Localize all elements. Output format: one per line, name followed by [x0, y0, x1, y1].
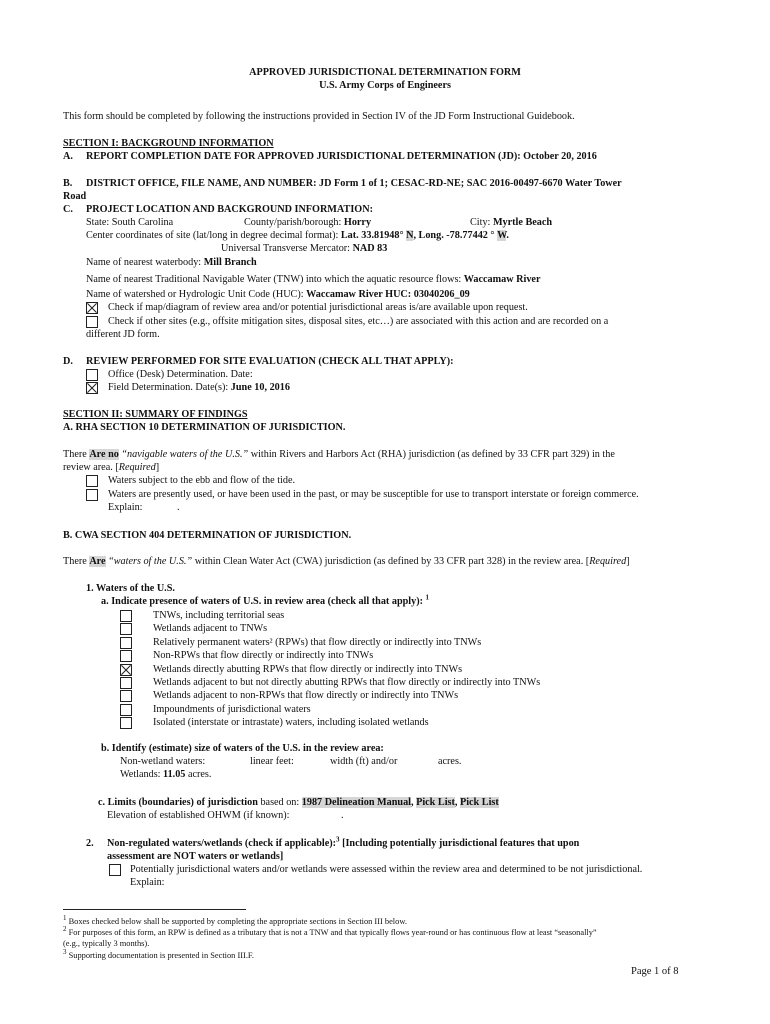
other-sites-checkbox[interactable] — [86, 316, 98, 328]
form-subtitle: U.S. Army Corps of Engineers — [319, 80, 451, 91]
state-field: State: South Carolina — [86, 217, 174, 228]
waters-type-checkbox[interactable] — [120, 650, 132, 662]
page-number: Page 1 of 8 — [631, 966, 679, 977]
footnote-item — [63, 927, 597, 938]
commerce-label: Waters are presently used, or have been used in the past, or may be susceptible for use to transport interstate or foreign commerce. — [108, 489, 639, 500]
office-determination-label: Office (Desk) Determination. Date: — [108, 369, 253, 380]
cwa-statement — [63, 555, 630, 568]
cwa-quote: “waters of the U.S.” — [108, 556, 193, 567]
footnote-item — [63, 938, 149, 949]
wetlands-label: Wetlands: — [120, 769, 161, 780]
waters-type-label: Wetlands adjacent to non-RPWs that flow directly or indirectly into TNWs — [153, 690, 459, 702]
cwa-rest: within Clean Water Act (CWA) jurisdiction (as defined by 33 CFR part 328) in the review area. [ — [194, 556, 590, 567]
delineation-manual-select[interactable]: 1987 Delineation Manual — [301, 797, 412, 808]
nonjurisdictional-explain: Explain: — [130, 877, 165, 888]
city-field — [470, 216, 552, 229]
waters-type-label: Wetlands adjacent to TNWs — [153, 623, 268, 635]
footnote-item — [63, 950, 254, 961]
waterbody-value: Mill Branch — [203, 257, 257, 268]
ohwm-field[interactable]: . — [341, 810, 344, 821]
long-value: , Long. -78.77442 ° — [413, 230, 495, 241]
wetlands-acreage — [120, 768, 211, 781]
nonregulated-rest: [Including potentially jurisdictional features that upon — [342, 838, 580, 849]
utm-value: NAD 83 — [352, 243, 388, 254]
lat-value: Lat. 33.81948° — [340, 230, 404, 241]
indicate-presence-text: a. Indicate presence of waters of U.S. in review area (check all that apply): — [101, 596, 423, 607]
waters-type-checkbox[interactable] — [120, 610, 132, 622]
rha-explain-label: Explain: — [108, 502, 143, 513]
nonregulated-sup: 3 — [336, 835, 340, 844]
waters-type-checkbox[interactable] — [120, 690, 132, 702]
waters-type-checkbox[interactable] — [120, 704, 132, 716]
rha-review: review area. [ — [63, 462, 119, 473]
waters-type-label: Impoundments of jurisdictional waters — [153, 703, 311, 715]
rha-there: There — [63, 449, 87, 460]
cwa-required: Required — [589, 556, 627, 567]
county-value: Horry — [343, 217, 372, 228]
footnote-text: Supporting documentation is presented in Section III.F. — [68, 951, 255, 960]
project-location-heading: PROJECT LOCATION AND BACKGROUND INFORMATION: — [86, 204, 373, 215]
footnote-text: (e.g., typically 3 months). — [63, 939, 150, 948]
field-determination-label: Field Determination. Date(s): — [108, 382, 229, 393]
utm-label: Universal Transverse Mercator: — [221, 243, 351, 254]
limits-label: c. Limits (boundaries) of jurisdiction — [98, 797, 258, 808]
waters-type-checkbox[interactable] — [120, 623, 132, 635]
waters-us-heading: 1. Waters of the U.S. — [86, 583, 175, 594]
nonregulated-heading-cont: assessment are NOT waters or wetlands] — [107, 851, 284, 862]
rha-are-no-select[interactable]: Are no — [89, 449, 119, 460]
limits-comma-2: , — [454, 797, 458, 808]
footnote-number: 3 — [63, 948, 67, 957]
field-determination — [108, 381, 290, 394]
nonwetland-label: Non-wetland waters: — [120, 756, 206, 767]
county-label: County/parish/borough: — [244, 217, 342, 228]
rha-quote: “navigable waters of the U.S.” — [121, 449, 249, 460]
waters-type-checkbox[interactable] — [120, 717, 132, 729]
rha-review-area — [63, 461, 159, 474]
indicate-presence-heading — [101, 595, 429, 608]
nonregulated-num: 2. — [86, 838, 94, 849]
report-completion-date: REPORT COMPLETION DATE FOR APPROVED JURISDICTIONAL DETERMINATION (JD): October 20, 2016 — [86, 151, 597, 162]
waters-type-checkbox[interactable] — [120, 664, 132, 676]
pick-list-1-select[interactable]: Pick List — [416, 797, 455, 808]
cwa-there: There — [63, 556, 87, 567]
coords-label: Center coordinates of site (lat/long in degree decimal format): — [86, 230, 339, 241]
footnote-text: For purposes of this form, an RPW is defined as a tributary that is not a TNW and that typically flows year-round or has continuous flow at least “seasonally” — [68, 928, 597, 937]
waters-type-label: TNWs, including territorial seas — [153, 610, 285, 621]
indicate-presence-sup: 1 — [425, 593, 430, 602]
footnote-text: Boxes checked below shall be supported by completing the appropriate sections in Section III below. — [68, 917, 407, 926]
waters-type-label: Non-RPWs that flow directly or indirectly into TNWs — [153, 650, 374, 662]
nonregulated-text: Non-regulated waters/wetlands (check if applicable): — [107, 838, 337, 849]
city-label: City: — [470, 217, 491, 228]
nonjurisdictional-label: Potentially jurisdictional waters and/or wetlands were assessed within the review area and determined to be not jurisdictional. — [130, 864, 643, 875]
tide-checkbox[interactable] — [86, 475, 98, 487]
section1-d-label: D. — [63, 356, 73, 367]
tnw-label: Name of nearest Traditional Navigable Water (TNW) into which the aquatic resource flows: — [86, 274, 462, 285]
cwa-close: ] — [626, 556, 630, 567]
waters-type-label: Isolated (interstate or intrastate) waters, including isolated wetlands — [153, 717, 429, 729]
footnote-item — [63, 916, 407, 927]
form-title: APPROVED JURISDICTIONAL DETERMINATION FORM — [249, 67, 521, 78]
utm-field — [221, 242, 387, 255]
waters-type-label: Relatively permanent waters² (RPWs) that flow directly or indirectly into TNWs — [153, 636, 482, 648]
huc-field — [86, 288, 470, 301]
cwa-heading: B. CWA SECTION 404 DETERMINATION OF JURISDICTION. — [63, 530, 352, 541]
commerce-checkbox[interactable] — [86, 489, 98, 501]
wetlands-unit: acres. — [187, 769, 212, 780]
limits-based: based on: — [260, 797, 300, 808]
rha-required: Required — [118, 462, 156, 473]
lat-dir: N — [406, 230, 414, 241]
rha-statement — [63, 448, 615, 461]
wetlands-value: 11.05 — [163, 769, 186, 780]
waters-type-checkbox[interactable] — [120, 677, 132, 689]
map-available-label: Check if map/diagram of review area and/or potential jurisdictional areas is/are available upon request. — [108, 302, 528, 313]
section1-c-label: C. — [63, 204, 73, 215]
intro-text: This form should be completed by following the instructions provided in Section IV of the JD Form Instructional Guidebook. — [63, 111, 575, 122]
coordinates-field: Center coordinates of site (lat/long in degree decimal format): Lat. 33.81948° N, Long. -78.77442 ° W. — [86, 230, 509, 241]
linear-feet-label: linear feet: — [250, 756, 294, 767]
map-available-checkbox[interactable] — [86, 302, 98, 314]
width-label: width (ft) and/or — [330, 756, 398, 767]
rha-rest: within Rivers and Harbors Act (RHA) jurisdiction (as defined by 33 CFR part 329) in the — [250, 449, 615, 460]
long-dir: W — [497, 230, 507, 241]
tnw-field — [86, 273, 540, 286]
limits-comma: , — [411, 797, 414, 808]
rha-heading: A. RHA SECTION 10 DETERMINATION OF JURISDICTION. — [63, 422, 346, 433]
identify-size-heading: b. Identify (estimate) size of waters of the U.S. in the review area: — [101, 743, 384, 754]
limits-jurisdiction — [98, 796, 499, 809]
district-office-file: DISTRICT OFFICE, FILE NAME, AND NUMBER: JD Form 1 of 1; CESAC-RD-NE; SAC 2016-00497-6670 Water Tower — [86, 178, 622, 189]
footnote-divider — [63, 909, 246, 910]
nonregulated-heading — [107, 837, 579, 850]
tnw-value: Waccamaw River — [463, 274, 541, 285]
other-sites-label-cont: different JD form. — [86, 329, 160, 340]
huc-label: Name of watershed or Hydrologic Unit Code (HUC): — [86, 289, 304, 300]
city-value: Myrtle Beach — [492, 217, 553, 228]
waters-type-label: Wetlands adjacent to but not directly abutting RPWs that flow directly or indirectly into TNWs — [153, 677, 541, 688]
section1-b-label: B. — [63, 178, 73, 189]
waters-type-checkbox[interactable] — [120, 637, 132, 649]
waterbody-field — [86, 256, 257, 269]
huc-value: Waccamaw River HUC: 03040206_09 — [306, 289, 470, 300]
rha-explain-field[interactable]: . — [177, 502, 180, 513]
field-determination-date: June 10, 2016 — [230, 382, 290, 393]
other-sites-label: Check if other sites (e.g., offsite mitigation sites, disposal sites, etc…) are associated with this action and are recorded on a — [108, 316, 609, 327]
section1-a-label: A. — [63, 151, 73, 162]
ohwm-label: Elevation of established OHWM (if known): — [107, 810, 290, 821]
district-office-file-cont: Road — [63, 191, 87, 202]
cwa-are-select[interactable]: Are — [89, 556, 106, 567]
section1-heading: SECTION I: BACKGROUND INFORMATION — [63, 138, 274, 149]
pick-list-2-select[interactable]: Pick List — [459, 797, 499, 808]
waterbody-label: Name of nearest waterbody: — [86, 257, 202, 268]
footnote-number: 2 — [63, 925, 67, 934]
acres-label: acres. — [438, 756, 462, 767]
field-determination-checkbox[interactable] — [86, 382, 98, 394]
review-performed-heading: REVIEW PERFORMED FOR SITE EVALUATION (CHECK ALL THAT APPLY): — [86, 356, 454, 367]
county-field — [244, 216, 371, 229]
office-determination-checkbox[interactable] — [86, 369, 98, 381]
section2-heading: SECTION II: SUMMARY OF FINDINGS — [63, 409, 248, 420]
footnote-number: 1 — [63, 914, 67, 923]
rha-close: ] — [155, 462, 160, 473]
nonjurisdictional-checkbox[interactable] — [109, 864, 121, 876]
waters-type-label: Wetlands directly abutting RPWs that flow directly or indirectly into TNWs — [153, 663, 463, 675]
tide-label: Waters subject to the ebb and flow of the tide. — [108, 475, 296, 486]
